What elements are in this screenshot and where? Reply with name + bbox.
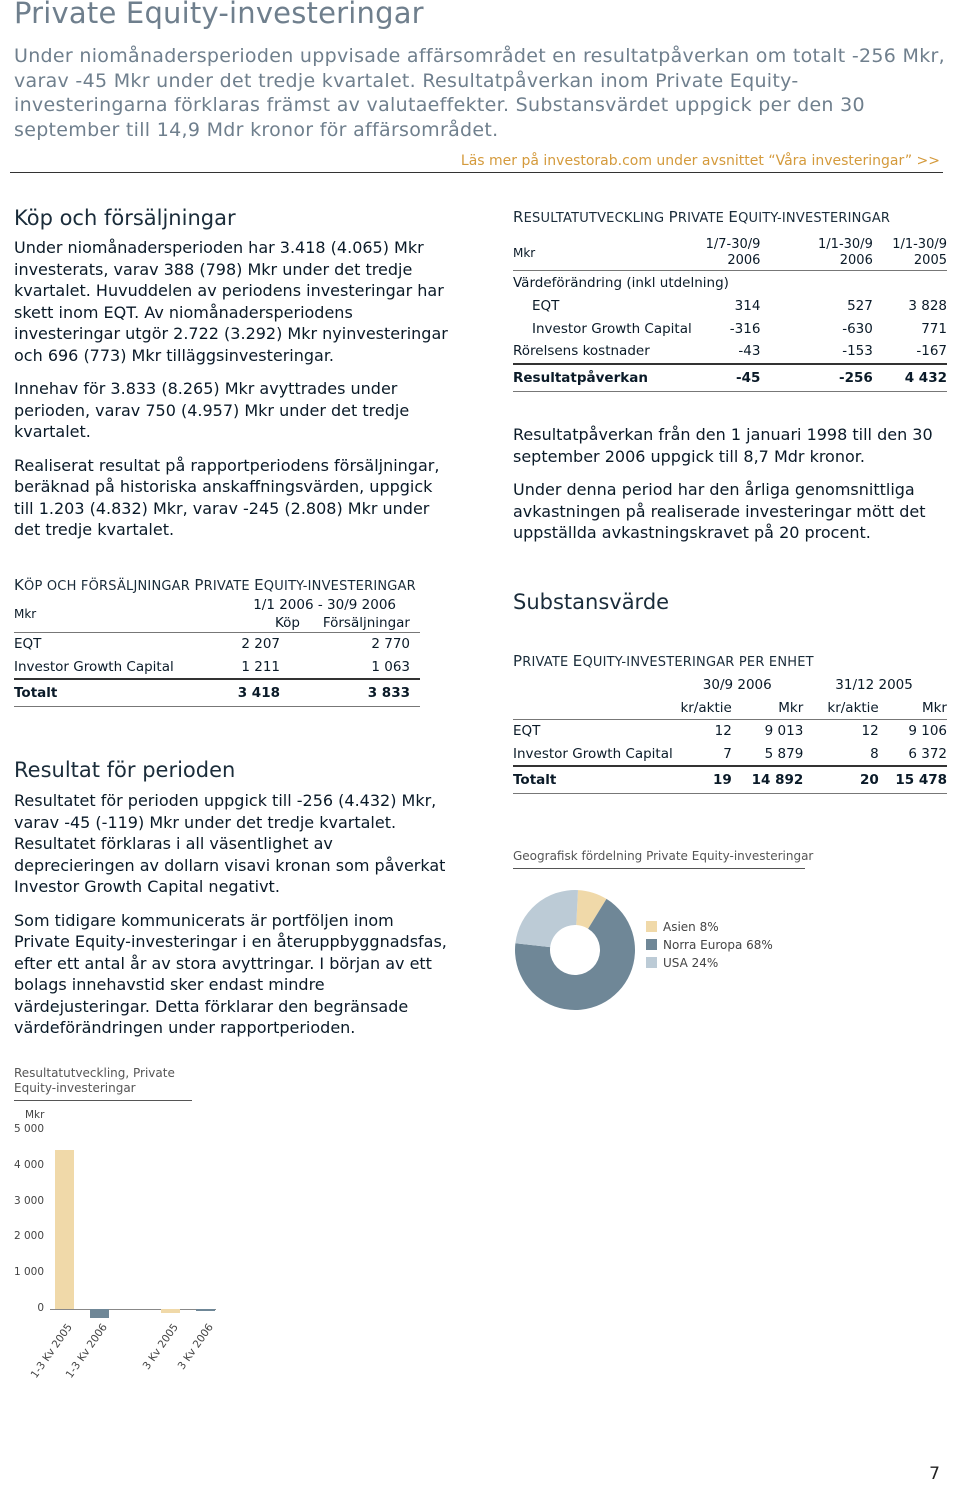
cell: 3 828 bbox=[908, 298, 947, 315]
kop-paragraph-2: Innehav för 3.833 (8.265) Mkr avyttrades under perioden, varav 750 (4.957) Mkr under det tredje kvartalet. bbox=[14, 379, 410, 441]
row-label: Totalt bbox=[14, 679, 230, 707]
bar-chart bbox=[0, 1120, 240, 1390]
cell: -256 bbox=[760, 364, 872, 392]
cell: 1 211 bbox=[230, 656, 300, 680]
pie-title: Geografisk fördelning Private Equity-investeringar bbox=[513, 849, 814, 863]
legend-label: USA 24% bbox=[663, 956, 719, 970]
kop-paragraph-3: Realiserat resultat på rapportperiodens försäljningar, beräknad på historiska anskaffningsvärden, uppgick till 1.203 (4.832) Mkr, varav -245 (2.808) Mkr under det tredje kvartalet. bbox=[14, 455, 440, 539]
kop-col-fors: Försäljningar bbox=[300, 614, 420, 633]
cell: -167 bbox=[873, 340, 947, 364]
row-label: EQT bbox=[14, 636, 42, 653]
res-header-3: 1/1-30/9 2005 bbox=[873, 236, 947, 271]
cell: 6 372 bbox=[879, 743, 947, 767]
legend-label: Asien 8% bbox=[663, 920, 719, 934]
substans-table bbox=[513, 674, 947, 794]
legend-item bbox=[646, 956, 773, 974]
substans-subheader: kr/aktie bbox=[673, 697, 732, 720]
row-label: Totalt bbox=[513, 766, 673, 794]
kop-paragraph-1: Under niomånadersperioden har 3.418 (4.065) Mkr investerats, varav 388 (798) Mkr under det tredje kvartalet. Huvuddelen av periodens investeringar har skett inom EQT. Av niomånadersperiodens investeringar utgör 2.722 (3.292) Mkr nyinvesteringar och 696 (773) Mkr tilläggsinvesteringar. bbox=[14, 238, 448, 365]
substans-subheader: Mkr bbox=[879, 697, 947, 720]
pie-chart bbox=[510, 885, 640, 1015]
header-rule bbox=[10, 172, 943, 173]
legend-label: Norra Europa 68% bbox=[663, 938, 773, 952]
cell: 771 bbox=[921, 320, 947, 337]
cell: -316 bbox=[729, 320, 761, 337]
x-tick-label: 1-3 Kv 2006 bbox=[63, 1321, 110, 1381]
right-paragraph-1: Resultatpåverkan från den 1 januari 1998 till den 30 september 2006 uppgick till 8,7 Mdr kronor. bbox=[513, 425, 933, 466]
y-tick-label: 0 bbox=[37, 1302, 44, 1314]
bar-chart-title: Resultatutveckling, Private Equity-investeringar bbox=[14, 1066, 175, 1095]
substans-date-1: 30/9 2006 bbox=[702, 677, 772, 694]
resultat-heading: Resultat för perioden bbox=[14, 758, 236, 782]
cell: 527 bbox=[847, 298, 873, 315]
table-row bbox=[513, 340, 947, 364]
intro-text: Under niomånadersperioden uppvisade affärsområdet en resultatpåverkan om totalt -256 Mkr, varav -45 Mkr under det tredje kvartalet. Resultatpåverkan inom Private Equity-investeringarna förklaras främst av valutaeffekter. Substansvärdet uppgick per den 30 september till 14,9 Mdr kronor för affärsområdet. bbox=[14, 45, 945, 141]
table-row bbox=[513, 743, 947, 767]
substans-subheader: Mkr bbox=[732, 697, 804, 720]
cell: 8 bbox=[803, 743, 878, 767]
row-label: EQT bbox=[513, 723, 541, 740]
kop-heading: Köp och försäljningar bbox=[14, 206, 236, 230]
y-tick-label: 2 000 bbox=[13, 1230, 44, 1243]
y-tick-label: 1 000 bbox=[13, 1266, 44, 1279]
table-total-row bbox=[14, 679, 420, 707]
row-label: Rörelsens kostnader bbox=[513, 340, 692, 364]
cell: 3 833 bbox=[300, 679, 420, 707]
cell: 4 432 bbox=[873, 364, 947, 392]
x-tick-label: 3 Kv 2006 bbox=[175, 1321, 216, 1373]
row-label: Resultatpåverkan bbox=[513, 364, 692, 392]
substans-table-caption: PRIVATE EQUITY-INVESTERINGAR PER ENHET bbox=[513, 652, 814, 670]
cell: 7 bbox=[673, 743, 732, 767]
kop-table-caption: KÖP OCH FÖRSÄLJNINGAR PRIVATE EQUITY-INVESTERINGAR bbox=[14, 576, 416, 594]
read-more-link[interactable]: Läs mer på investorab.com under avsnittet “Våra investeringar” >> bbox=[460, 153, 940, 169]
cell: 314 bbox=[734, 298, 761, 315]
bar-title-rule bbox=[14, 1100, 192, 1101]
cell: -630 bbox=[842, 320, 873, 337]
table-total-row bbox=[513, 364, 947, 392]
cell: 9 013 bbox=[764, 723, 804, 740]
legend-swatch bbox=[646, 939, 657, 950]
row-label: Investor Growth Capital bbox=[513, 743, 673, 767]
table-row bbox=[14, 633, 420, 656]
resultat-paragraph-1: Resultatet för perioden uppgick till -256 (4.432) Mkr, varav -45 (-119) Mkr under det tredje kvartalet. Resultatet förklaras i all väsentlighet av deprecieringen av dollarn visavi kronan som påverkat Investor Growth Capital negativt. bbox=[14, 791, 446, 896]
right-text bbox=[513, 424, 948, 556]
res-section-label: Värdeförändring (inkl utdelning) bbox=[513, 275, 729, 291]
cell: 12 bbox=[714, 723, 732, 740]
substans-date-2: 31/12 2005 bbox=[835, 677, 913, 694]
y-tick-label: 4 000 bbox=[13, 1158, 44, 1171]
cell: 20 bbox=[803, 766, 878, 794]
cell: 2 770 bbox=[371, 636, 410, 653]
cell: 14 892 bbox=[732, 766, 804, 794]
resultat-text bbox=[14, 790, 449, 1051]
legend-item bbox=[646, 920, 773, 938]
y-tick-label: 5 000 bbox=[13, 1123, 44, 1135]
bar bbox=[161, 1309, 180, 1313]
bar bbox=[90, 1309, 109, 1318]
x-axis bbox=[50, 1309, 216, 1310]
res-table-caption: RESULTATUTVECKLING PRIVATE EQUITY-INVESTERINGAR bbox=[513, 208, 891, 226]
y-tick-label: 3 000 bbox=[13, 1194, 44, 1207]
table-row bbox=[513, 318, 947, 341]
cell: 19 bbox=[673, 766, 732, 794]
table-row bbox=[14, 656, 420, 680]
table-total-row bbox=[513, 766, 947, 794]
cell: -43 bbox=[692, 340, 761, 364]
cell: -153 bbox=[760, 340, 872, 364]
legend-item bbox=[646, 938, 773, 956]
substans-subheader: kr/aktie bbox=[803, 697, 878, 720]
legend-swatch bbox=[646, 957, 657, 968]
row-label: EQT bbox=[532, 298, 560, 315]
kop-unit: Mkr bbox=[14, 596, 230, 633]
x-tick-label: 1-3 Kv 2005 bbox=[28, 1321, 75, 1381]
cell: 9 106 bbox=[908, 723, 947, 740]
row-label: Investor Growth Capital bbox=[532, 320, 692, 337]
res-header-2: 1/1-30/9 2006 bbox=[760, 236, 872, 271]
kop-period: 1/1 2006 - 30/9 2006 bbox=[253, 597, 396, 613]
resultat-paragraph-2: Som tidigare kommunicerats är portföljen inom Private Equity-investeringar i en återuppbyggnadsfas, efter ett antal år av stora avyttringar. I början av ett bolags innehavstid sker endast mindre värdejusteringar. Detta förklarar den begränsade värdeförändringen under rapportperioden. bbox=[14, 910, 447, 1037]
table-row bbox=[513, 720, 947, 743]
res-unit: Mkr bbox=[513, 236, 692, 271]
res-table bbox=[513, 236, 947, 392]
pie-legend bbox=[646, 920, 773, 974]
legend-swatch bbox=[646, 921, 657, 932]
kop-table bbox=[14, 596, 420, 707]
right-paragraph-2: Under denna period har den årliga genomsnittliga avkastningen på realiserade investeringar mött det uppställda avkastningskravet på 20 procent. bbox=[513, 480, 926, 542]
cell: -45 bbox=[692, 364, 761, 392]
kop-text bbox=[14, 237, 449, 553]
kop-col-kop: Köp bbox=[230, 614, 300, 633]
cell: 5 879 bbox=[732, 743, 804, 767]
x-tick-label: 3 Kv 2005 bbox=[140, 1321, 181, 1373]
page-number: 7 bbox=[929, 1464, 940, 1484]
cell: 2 207 bbox=[241, 636, 280, 653]
res-header-1: 1/7-30/9 2006 bbox=[692, 236, 761, 271]
bar bbox=[55, 1150, 74, 1309]
cell: 12 bbox=[861, 723, 879, 740]
page-title: Private Equity-investeringar bbox=[14, 0, 424, 30]
row-label: Investor Growth Capital bbox=[14, 656, 230, 680]
cell: 3 418 bbox=[230, 679, 300, 707]
bar-ylabel: Mkr bbox=[25, 1109, 45, 1121]
pie-slice bbox=[515, 890, 578, 947]
substans-heading: Substansvärde bbox=[513, 590, 670, 614]
cell: 1 063 bbox=[300, 656, 420, 680]
pie-title-rule bbox=[513, 868, 805, 869]
bar bbox=[196, 1309, 215, 1311]
table-row bbox=[513, 295, 947, 318]
cell: 15 478 bbox=[879, 766, 947, 794]
